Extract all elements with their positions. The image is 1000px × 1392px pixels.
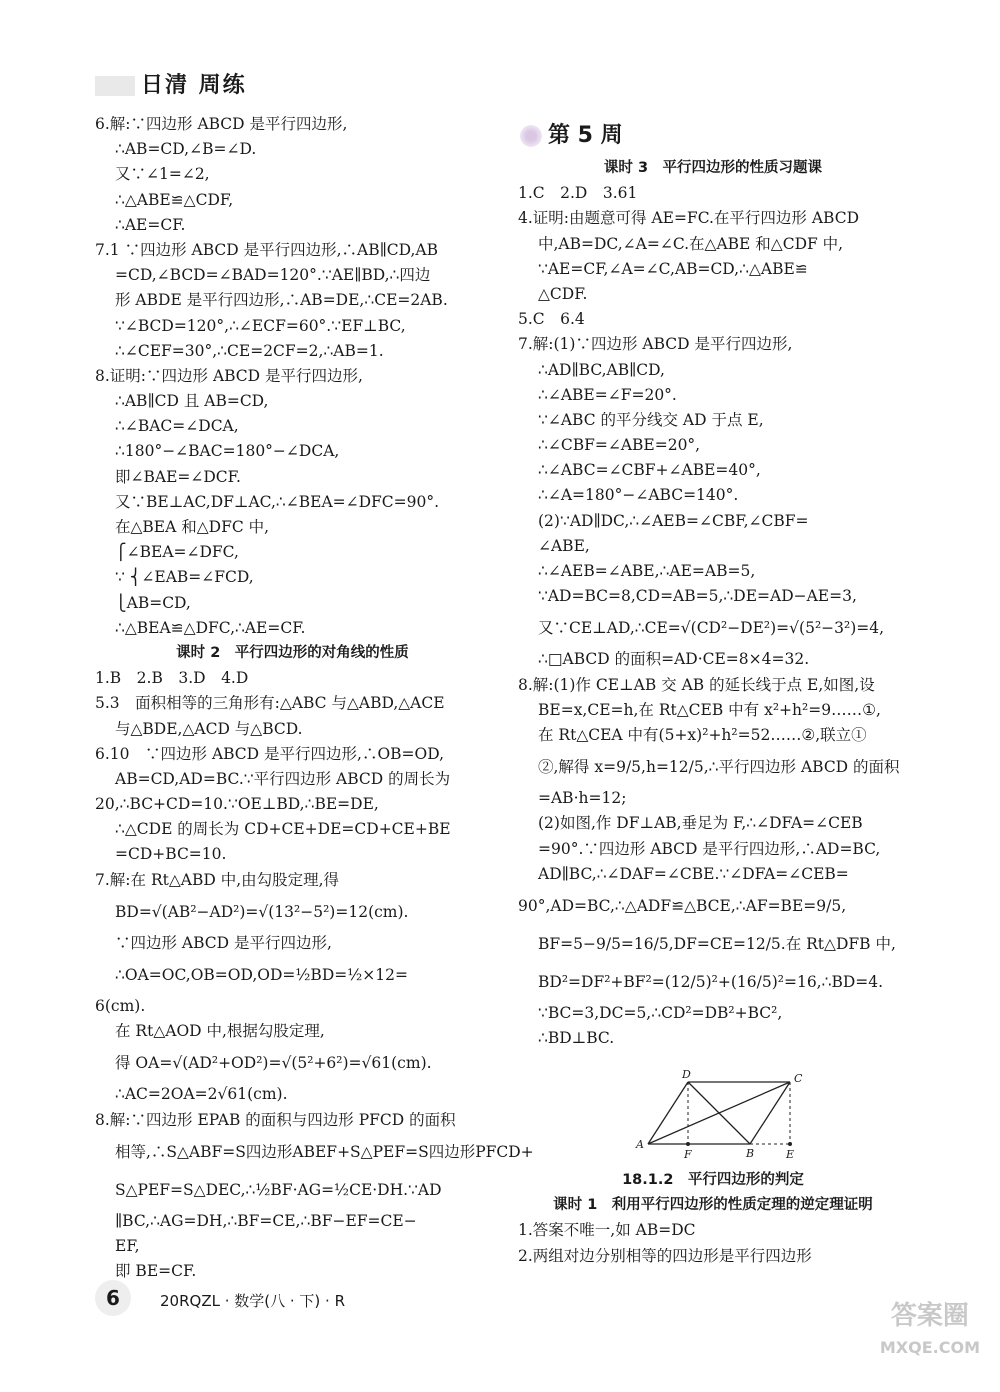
text-line: BE=x,CE=h,在 Rt△CEB 中有 x²+h²=9……①,: [538, 700, 881, 719]
header-title: 日清 周练: [141, 73, 247, 98]
text-line: ∴OA=OC,OB=OD,OD=½BD=½×12=: [115, 966, 408, 984]
text-line: 7.解:(1)∵四边形 ABCD 是平行四边形,: [518, 335, 793, 354]
text-line: 即 BE=CF.: [115, 1262, 197, 1281]
text-line: (2)∵AD∥DC,∴∠AEB=∠CBF,∠CBF=: [538, 511, 809, 530]
text-line: =CD+BC=10.: [115, 845, 227, 864]
text-line: ∴□ABCD 的面积=AD·CE=8×4=32.: [538, 650, 810, 669]
text-line: ⎩AB=CD,: [115, 593, 191, 612]
text-line: ∴BD⊥BC.: [538, 1029, 615, 1048]
label-d: D: [682, 1068, 691, 1081]
text-line: 与△BDE,△ACD 与△BCD.: [115, 719, 303, 738]
text-line: ⎧∠BEA=∠DFC,: [115, 543, 239, 562]
text-line: 形 ABDE 是平行四边形,∴AB=DE,∴CE=2AB.: [115, 291, 448, 310]
header-bar-decoration: [95, 76, 135, 96]
text-line: 5.3 面积相等的三角形有:△ABC 与△ABD,△ACE: [95, 694, 445, 713]
text-line: 1.答案不唯一,如 AB=DC: [518, 1221, 696, 1240]
page-number: 6: [95, 1280, 131, 1316]
week-title: 第 5 周: [548, 123, 623, 148]
point-f: [686, 1142, 690, 1146]
text-line: ∥BC,∴AG=DH,∴BF=CE,∴BF−EF=CE−: [115, 1211, 417, 1230]
text-line: ∠ABE,: [538, 536, 590, 555]
text-line: ∴∠A=180°−∠ABC=140°.: [538, 486, 739, 505]
text-line: 即∠BAE=∠DCF.: [115, 467, 241, 486]
section-title: 课时 2 平行四边形的对角线的性质: [176, 644, 409, 661]
text-line: EF,: [115, 1236, 140, 1255]
text-line: 8.证明:∵四边形 ABCD 是平行四边形,: [95, 366, 363, 385]
text-line: =CD,∠BCD=∠BAD=120°.∵AE∥BD,∴四边: [115, 266, 431, 285]
text-line: 得 OA=√(AD²+OD²)=√(5²+6²)=√61(cm).: [115, 1054, 432, 1073]
text-line: 又∵∠1=∠2,: [115, 165, 210, 184]
page-header: [95, 68, 247, 99]
text-line: BD²=DF²+BF²=(12/5)²+(16/5)²=16,∴BD=4.: [538, 972, 884, 991]
text-line: ∵ ⎨∠EAB=∠FCD,: [115, 568, 254, 587]
text-line: =AB·h=12;: [538, 789, 627, 808]
label-c: C: [794, 1072, 803, 1085]
text-line: 6.解:∵四边形 ABCD 是平行四边形,: [95, 115, 348, 133]
text-line: ∴AD∥BC,AB∥CD,: [538, 360, 665, 379]
text-line: ∴∠ABE=∠F=20°.: [538, 385, 677, 404]
text-line: ∴∠BAC=∠DCA,: [115, 417, 239, 436]
text-line: ∴△BEA≌△DFC,∴AE=CF.: [115, 618, 306, 637]
text-line: BD=√(AB²−AD²)=√(13²−5²)=12(cm).: [115, 902, 409, 921]
text-line: 8.解:∵四边形 EPAB 的面积与四边形 PFCD 的面积: [95, 1110, 456, 1129]
text-line: 7.解:在 Rt△ABD 中,由勾股定理,得: [95, 870, 340, 889]
text-line: AB=CD,AD=BC.∵平行四边形 ABCD 的周长为: [115, 769, 451, 788]
label-a: A: [636, 1138, 644, 1151]
text-line: ∴△ABE≌△CDF,: [115, 190, 234, 209]
text-line: 20,∴BC+CD=10.∵OE⊥BD,∴BE=DE,: [95, 795, 379, 814]
text-line: S△PEF=S△DEC,∴½BF·AG=½CE·DH.∵AD: [115, 1180, 442, 1199]
footer-text: 20RQZL · 数学(八 · 下) · R: [160, 1292, 345, 1310]
text-line: 7.1 ∵四边形 ABCD 是平行四边形,∴AB∥CD,AB: [95, 240, 439, 259]
parallelogram-figure: [630, 1068, 810, 1160]
right-column: [518, 156, 908, 1051]
flower-icon: [520, 125, 542, 147]
label-b: B: [746, 1147, 755, 1160]
text-line: 在△BEA 和△DFC 中,: [115, 518, 270, 536]
watermark: [880, 1300, 980, 1364]
text-line: 8.解:(1)作 CE⊥AB 交 AB 的延长线于点 E,如图,设: [518, 675, 875, 694]
label-e: E: [786, 1148, 795, 1161]
text-line: ②,解得 x=9/5,h=12/5,∴平行四边形 ABCD 的面积: [538, 758, 900, 777]
text-line: AD∥BC,∴∠DAF=∠CBE.∵∠DFA=∠CEB=: [538, 864, 849, 883]
text-line: 90°,AD=BC,∴△ADF≌△BCE,∴AF=BE=9/5,: [518, 896, 847, 915]
label-f: F: [684, 1148, 692, 1161]
text-line: ∴∠CBF=∠ABE=20°,: [538, 436, 701, 455]
diagonal-bd: [688, 1082, 750, 1144]
text-line: ∴△CDE 的周长为 CD+CE+DE=CD+CE+BE: [115, 820, 451, 839]
watermark-line2: MXQE.COM: [879, 1338, 980, 1357]
text-line: ∴∠AEB=∠ABE,∴AE=AB=5,: [538, 562, 756, 580]
text-line: (2)如图,作 DF⊥AB,垂足为 F,∴∠DFA=∠CEB: [538, 814, 863, 833]
text-line: ∴AB=CD,∠B=∠D.: [115, 140, 257, 159]
text-line: 相等,∴S△ABF=S四边形ABEF+S△PEF=S四边形PFCD+: [115, 1142, 534, 1161]
text-line: 又∵CE⊥AD,∴CE=√(CD²−DE²)=√(5²−3²)=4,: [538, 619, 885, 638]
text-line: ∴AC=2OA=2√61(cm).: [115, 1085, 288, 1104]
text-line: ∵∠ABC 的平分线交 AD 于点 E,: [538, 410, 764, 429]
text-line: 在 Rt△AOD 中,根据勾股定理,: [115, 1022, 325, 1041]
section-title: 课时 1 利用平行四边形的性质定理的逆定理证明: [553, 1197, 873, 1214]
text-line: ∵四边形 ABCD 是平行四边形,: [115, 933, 332, 952]
text-line: ∴AB∥CD 且 AB=CD,: [115, 392, 269, 411]
text-line: ∴∠ABC=∠CBF+∠ABE=40°,: [538, 461, 761, 480]
text-line: 1.B 2.B 3.D 4.D: [95, 669, 249, 688]
text-line: ∵AD=BC=8,CD=AB=5,∴DE=AD−AE=3,: [538, 587, 857, 606]
text-line: ∵∠BCD=120°,∴∠ECF=60°.∵EF⊥BC,: [115, 316, 406, 335]
text-line: 2.两组对边分别相等的四边形是平行四边形: [518, 1246, 812, 1265]
text-line: 中,AB=DC,∠A=∠C.在△ABE 和△CDF 中,: [538, 234, 844, 253]
text-line: 5.C 6.4: [518, 310, 585, 329]
text-line: ∴180°−∠BAC=180°−∠DCA,: [115, 442, 340, 461]
week-heading: [520, 118, 623, 149]
text-line: 在 Rt△CEA 中有(5+x)²+h²=52……②,联立①: [538, 725, 867, 744]
point-e: [788, 1142, 792, 1146]
text-line: 6(cm).: [95, 997, 146, 1015]
text-line: △CDF.: [538, 284, 588, 303]
watermark-line1: 答案圈: [890, 1301, 969, 1331]
text-line: ∵AE=CF,∠A=∠C,AB=CD,∴△ABE≌: [538, 259, 808, 278]
section-title: 课时 3 平行四边形的性质习题课: [603, 160, 823, 176]
left-column: [95, 112, 534, 1284]
right-column-bottom: [518, 1168, 908, 1269]
text-line: 1.C 2.D 3.61: [518, 184, 638, 203]
text-line: 4.证明:由题意可得 AE=FC.在平行四边形 ABCD: [518, 209, 860, 228]
text-line: ∵BC=3,DC=5,∴CD²=DB²+BC²,: [538, 1003, 783, 1022]
text-line: =90°.∵四边形 ABCD 是平行四边形,∴AD=BC,: [538, 839, 881, 858]
text-line: 又∵BE⊥AC,DF⊥AC,∴∠BEA=∠DFC=90°.: [115, 492, 440, 511]
text-line: ∴AE=CF.: [115, 215, 186, 234]
text-line: BF=5−9/5=16/5,DF=CE=12/5.在 Rt△DFB 中,: [538, 934, 896, 953]
text-line: ∴∠CEF=30°,∴CE=2CF=2,∴AB=1.: [115, 341, 384, 360]
text-line: 6.10 ∵四边形 ABCD 是平行四边形,∴OB=OD,: [95, 744, 445, 763]
section-title: 18.1.2 平行四边形的判定: [622, 1172, 804, 1188]
